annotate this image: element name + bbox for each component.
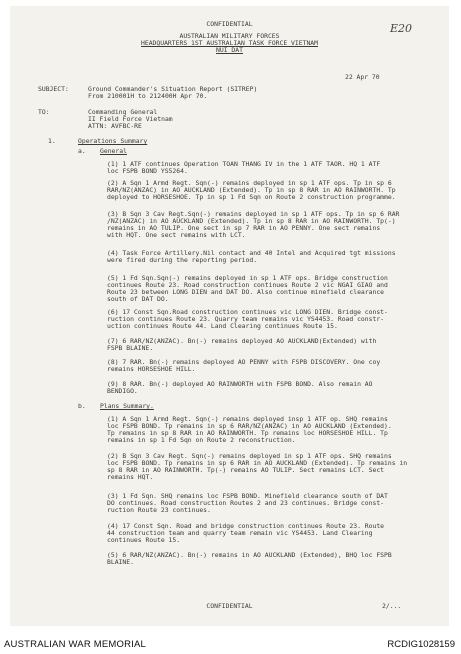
para-a3-line-1: (3) B Sqn 3 Cav Regt.Sqn(-) remains deployed in sp 1 ATF ops. Tp in sp 6 RAR <box>107 210 400 218</box>
para-a3-line-2: /NZ(ANZAC) in AO AUCKLAND (Extended). Tp in sp 8 RAR in AO RAINWORTH. Tp(-) <box>107 217 396 225</box>
para-b5-line-2: BLAINE. <box>107 558 134 566</box>
para-a2-line-2: RAR/NZ(ANZAC) in AO AUCKLAND (Extended). Tp in sp 8 RAR in AO RAINWORTH. Tp <box>107 186 396 194</box>
para-b4-line-2: 44 construction team and quarry team remain vic YS4453. Land Clearing <box>107 529 373 537</box>
para-b3-line-3: ruction Route 23 continues. <box>107 506 211 514</box>
header-line-3: NUI DAT <box>216 46 243 54</box>
subject-line-2: From 210001H to 212400H Apr 70. <box>88 92 208 100</box>
para-a5-line-1: (5) 1 Fd Sqn.Sqn(-) remains deployed in sp 1 ATF ops. Bridge construction <box>107 274 388 282</box>
para-a6-line-1: (6) 17 Const Sqn.Road construction continues vic LONG DIEN. Bridge const- <box>107 308 388 316</box>
para-a5-line-3: Route 23 between LONG DIEN and DAT DO. Also continue minefield clearance <box>107 288 385 296</box>
para-a7-line-1: (7) 6 RAR/NZ(ANZAC). Bn(-) remains deployed AO AUCKLAND(Extended) with <box>107 337 377 345</box>
subsection-a-title: General <box>100 147 127 155</box>
to-line-1: Commanding General <box>88 108 158 116</box>
para-a2-line-3: deployed to HORSESHOE. Tp in sp 1 Fd Sqn on Route 2 construction programme. <box>107 193 396 201</box>
to-label: TO: <box>38 108 50 116</box>
subsection-b-title: Plans Summary. <box>100 402 154 410</box>
subject-line-1: Ground Commander's Situation Report (SITREP) <box>88 85 258 93</box>
archive-name: AUSTRALIAN WAR MEMORIAL <box>4 639 147 650</box>
section-1-number: 1. <box>48 137 56 145</box>
para-a9-line-2: BENDIGO. <box>107 387 138 395</box>
para-b1-line-2: loc FSPB BOND. Tp remains in sp 6 RAR/NZ(ANZAC) in AO AUCKLAND (Extended). <box>107 422 392 430</box>
para-b3-line-1: (3) 1 Fd Sqn. SHQ remains loc FSPB BOND. Minefield clearance south of DAT <box>107 492 388 500</box>
para-b2-line-2: loc FSPB BOND. Tp remains in sp 6 RAR in AO AUCKLAND (Extended). Tp remains in <box>107 459 408 467</box>
para-b4-line-3: continues Route 15. <box>107 536 181 544</box>
para-a4-line-1: (4) Task Force Artillery.Nil contact and 40 Intel and Acquired tgt missions <box>107 249 396 257</box>
para-a1-line-1: (1) 1 ATF continues Operation TOAN THANG IV in the 1 ATF TAOR. HQ 1 ATF <box>107 160 381 168</box>
para-b4-line-1: (4) 17 Const Sqn. Road and bridge construction continues Route 23. Route <box>107 522 385 530</box>
page-continuation: 2/... <box>382 602 402 610</box>
para-a7-line-2: FSPB BLAINE. <box>107 344 154 352</box>
document-page <box>10 6 449 626</box>
classification-top: CONFIDENTIAL <box>206 20 253 28</box>
para-b1-line-3: Tp remains in sp 8 RAR in AO RAINWORTH. Tp remains loc HORSESHOE HILL. Tp <box>107 429 388 437</box>
para-a5-line-2: continues Route 23. Road construction continues Route 2 vic NGAI GIAO and <box>107 281 388 289</box>
para-b5-line-1: (5) 6 RAR/NZ(ANZAC). Bn(-) remains in AO AUCKLAND (Extended), BHQ loc FSPB <box>107 551 392 559</box>
para-a5-line-4: south of DAT DO. <box>107 295 169 303</box>
record-id: RCDIG1028159 <box>387 639 455 650</box>
subsection-b-letter: b. <box>78 402 86 410</box>
para-a1-line-2: loc FSPB BOND YS5264. <box>107 167 188 175</box>
subsection-a-letter: a. <box>78 147 86 155</box>
handwritten-reference: E20 <box>390 22 413 35</box>
to-line-2: II Field Force Vietnam <box>88 115 173 123</box>
para-b2-line-3: sp 8 RAR in AO RAINWORTH. Tp(-) remains AO TULIP. Sect remains LCT. Sect <box>107 466 385 474</box>
para-a9-line-1: (9) 8 RAR. Bn(-) deployed AO RAINWORTH with FSPB BOND. Also remain AO <box>107 380 373 388</box>
para-b1-line-1: (1) A Sqn 1 Armd Regt. Sqn(-) remains deployed insp 1 ATF op. SHQ remains <box>107 415 388 423</box>
para-a8-line-1: (8) 7 RAR. Bn(-) remains deployed AO PENNY with FSPB DISCOVERY. One coy <box>107 358 381 366</box>
para-a8-line-2: remains HORSESHOE HILL. <box>107 365 196 373</box>
para-a3-line-3: remains in AO TULIP. One sect in sp 7 RAR in AO PENNY. One sect remains <box>107 224 381 232</box>
para-b3-line-2: DO continues. Road construction Routes 2 and 23 continues. Bridge const- <box>107 499 385 507</box>
subject-label: SUBJECT: <box>38 85 69 93</box>
header-line-1: AUSTRALIAN MILITARY FORCES <box>179 32 280 40</box>
classification-bottom: CONFIDENTIAL <box>206 602 253 610</box>
para-a3-line-4: with HQT. One sect remains with LCT. <box>107 231 246 239</box>
header-line-2: HEADQUARTERS 1ST AUSTRALIAN TASK FORCE VIETNAM <box>141 39 318 47</box>
to-line-3: ATTN: AVFBC-RE <box>88 122 142 130</box>
document-date: 22 Apr 70 <box>345 73 380 81</box>
para-a6-line-2: ruction continues Route 23. Quarry team remains vic YS4453. Road constr- <box>107 315 385 323</box>
para-a4-line-2: were fired during the reporting period. <box>107 256 258 264</box>
para-b2-line-1: (2) B Sqn 3 Cav Regt. Sqn(-) remains deployed in sp 1 ATF ops. SHQ remains <box>107 452 392 460</box>
para-a6-line-3: uction continues Route 44. Land Clearing continues Route 15. <box>107 322 338 330</box>
para-a2-line-1: (2) A Sqn 1 Armd Regt. Sqn(-) remains deployed in sp 1 ATF ops. Tp in sp 6 <box>107 179 392 187</box>
para-b2-line-4: remains HQT. <box>107 473 154 481</box>
para-b1-line-4: remains in sp 1 Fd Sqn on Route 2 reconstruction. <box>107 436 296 444</box>
section-1-title: Operations Summary <box>78 137 148 145</box>
